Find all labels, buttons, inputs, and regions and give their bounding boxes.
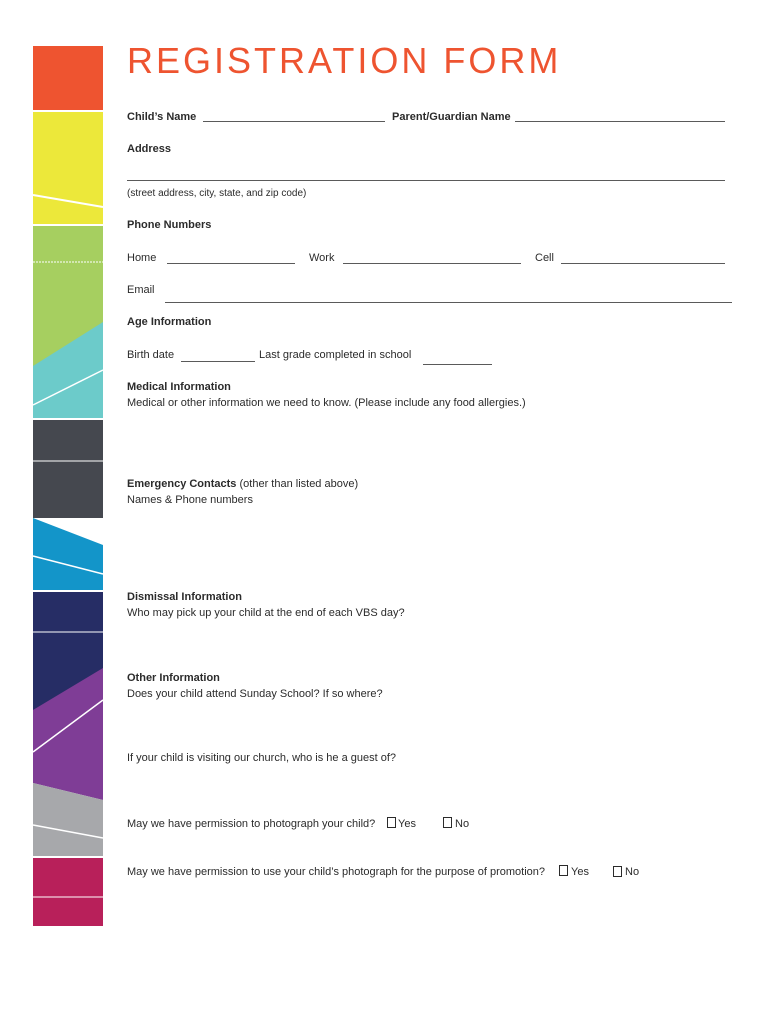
birth-date-label: Birth date — [127, 349, 175, 361]
work-phone-label: Work — [309, 252, 335, 264]
email-label: Email — [127, 284, 155, 296]
email-field[interactable] — [165, 302, 732, 303]
medical-text: Medical or other information we need to know. (Please include any food allergies.) — [127, 397, 526, 409]
address-hint: (street address, city, state, and zip code) — [127, 188, 307, 199]
parent-name-label: Parent/Guardian Name — [392, 111, 511, 123]
cell-phone-label: Cell — [535, 252, 554, 264]
last-grade-field[interactable] — [423, 364, 492, 365]
photo-yes-label: Yes — [398, 818, 416, 830]
last-grade-label: Last grade completed in school — [259, 349, 412, 361]
childs-name-label: Child’s Name — [127, 111, 197, 123]
birth-date-field[interactable] — [181, 361, 255, 362]
promo-no-label: No — [625, 866, 640, 878]
emergency-heading-line — [127, 478, 358, 491]
dismissal-heading: Dismissal Information — [127, 591, 242, 603]
address-label: Address — [127, 143, 172, 155]
color-stripe-graphic — [0, 0, 110, 1024]
phone-numbers-heading: Phone Numbers — [127, 219, 212, 231]
emergency-text: Names & Phone numbers — [127, 494, 253, 506]
work-phone-field[interactable] — [343, 263, 521, 264]
photo-yes-checkbox[interactable] — [387, 817, 396, 828]
home-phone-field[interactable] — [167, 263, 295, 264]
promo-no-checkbox[interactable] — [613, 866, 622, 877]
promo-yes-checkbox[interactable] — [559, 865, 568, 876]
medical-heading: Medical Information — [127, 381, 231, 393]
photo-question: May we have permission to photograph your child? — [127, 818, 376, 830]
childs-name-field[interactable] — [203, 121, 385, 122]
promo-yes-label: Yes — [571, 866, 589, 878]
other-heading: Other Information — [127, 672, 220, 684]
parent-name-field[interactable] — [515, 121, 725, 122]
emergency-suffix: (other than listed above) — [236, 478, 359, 490]
other-text: Does your child attend Sunday School? If so where? — [127, 688, 383, 700]
dismissal-text: Who may pick up your child at the end of each VBS day? — [127, 607, 405, 619]
photo-no-checkbox[interactable] — [443, 817, 452, 828]
page-title: REGISTRATION FORM — [127, 40, 562, 81]
cell-phone-field[interactable] — [561, 263, 725, 264]
photo-no-label: No — [455, 818, 470, 830]
visiting-text: If your child is visiting our church, who is he a guest of? — [127, 752, 397, 764]
age-information-heading: Age Information — [127, 316, 212, 328]
color-stripe-decoration — [0, 0, 110, 1024]
emergency-heading: Emergency Contacts — [127, 478, 237, 490]
home-phone-label: Home — [127, 252, 157, 264]
address-field[interactable] — [127, 180, 725, 181]
promo-question: May we have permission to use your child’s photograph for the purpose of promotion? — [127, 866, 546, 878]
